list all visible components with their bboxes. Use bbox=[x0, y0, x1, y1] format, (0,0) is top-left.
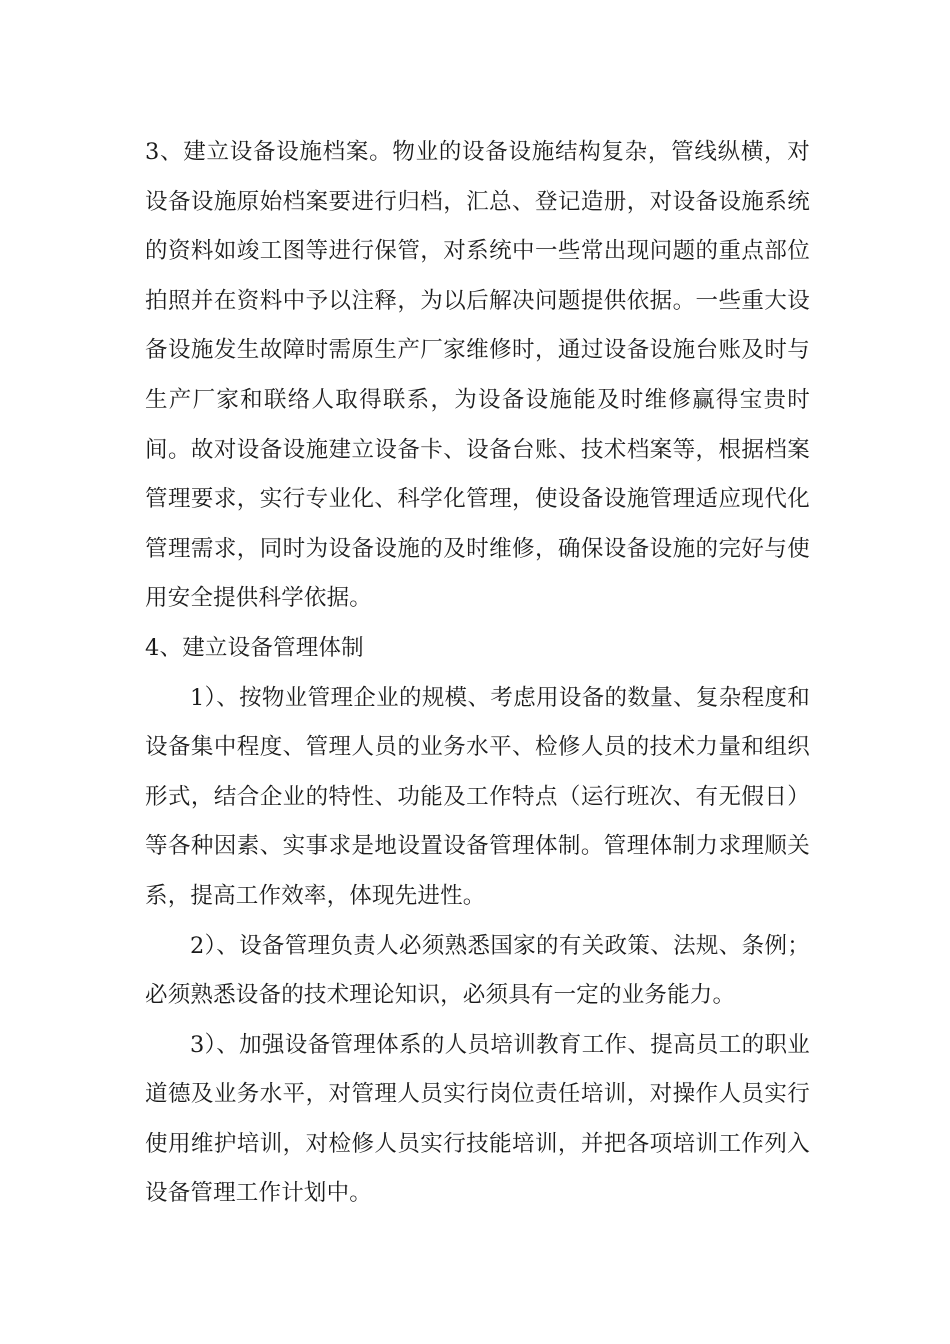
section-4-heading: 4、建立设备管理体制 bbox=[145, 634, 364, 661]
item-3-paragraph: 3）、加强设备管理体系的人员培训教育工作、提高员工的职业道德及业务水平，对管理人员实行岗位责任培训，对操作人员实行使用维护培训，对检修人员实行技能培训，并把各项培训工作列入设备管理工作计划中。 bbox=[145, 1031, 810, 1207]
item-1-paragraph: 1）、按物业管理企业的规模、考虑用设备的数量、复杂程度和设备集中程度、管理人员的业务水平、检修人员的技术力量和组织形式，结合企业的特性、功能及工作特点（运行班次、有无假日）等各种因素、实事求是地设置设备管理体制。管理体制力求理顺关系，提高工作效率，体现先进性。 bbox=[145, 684, 810, 909]
section-3-paragraph: 3、建立设备设施档案。物业的设备设施结构复杂，管线纵横，对设备设施原始档案要进行归档，汇总、登记造册，对设备设施系统的资料如竣工图等进行保管，对系统中一些常出现问题的重点部位拍照并在资料中予以注释，为以后解决问题提供依据。一些重大设备设施发生故障时需原生产厂家维修时，通过设备设施台账及时与生产厂家和联络人取得联系，为设备设施能及时维修赢得宝贵时间。故对设备设施建立设备卡、设备台账、技术档案等，根据档案管理要求，实行专业化、科学化管理，使设备设施管理适应现代化管理需求，同时为设备设施的及时维修，确保设备设施的完好与使用安全提供科学依据。 bbox=[145, 139, 810, 612]
document-page bbox=[145, 128, 810, 1219]
item-2-paragraph: 2）、设备管理负责人必须熟悉国家的有关政策、法规、条例；必须熟悉设备的技术理论知识，必须具有一定的业务能力。 bbox=[145, 932, 810, 1009]
